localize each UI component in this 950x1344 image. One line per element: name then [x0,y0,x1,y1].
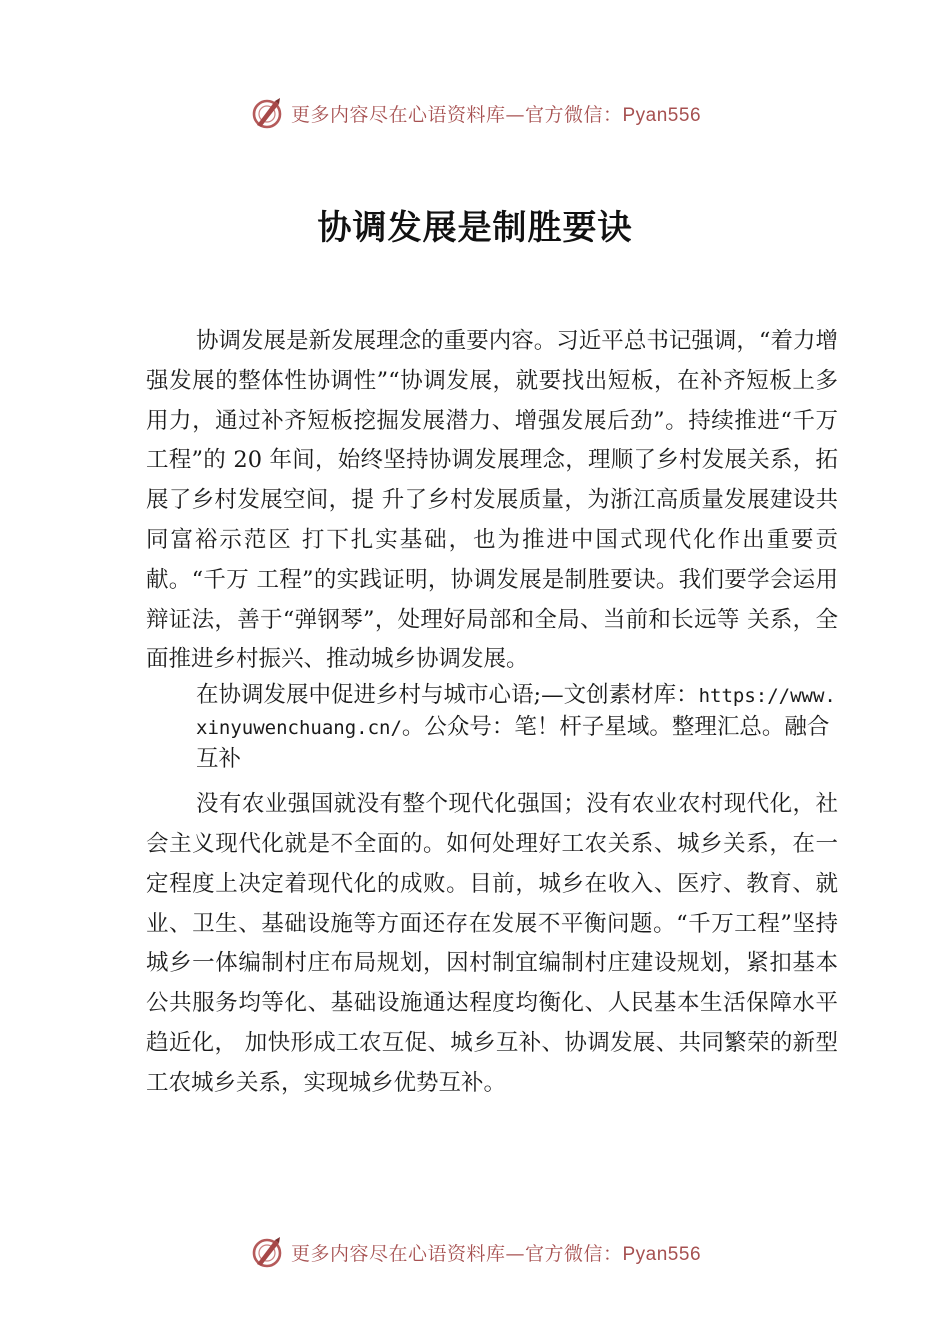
footer-watermark [0,1232,950,1272]
section-heading [146,680,838,775]
watermark-label: 更多内容尽在心语资料库—官方微信： [290,103,623,126]
document-body [146,322,838,1104]
document-title: 协调发展是制胜要诀 [317,208,633,248]
quill-logo-icon [249,1234,285,1270]
section-heading-url: https://www.xinyuwenchuang.cn/ [196,685,836,740]
watermark-text [291,100,701,127]
watermark-text [291,1239,701,1266]
watermark-label: 更多内容尽在心语资料库—官方微信： [290,1242,623,1265]
paragraph-2: 没有农业强国就没有整个现代化强国；没有农业农村现代化，社会主义现代化就是不全面的。如何处理好工农关系、城乡关系，在一定程度上决定着现代化的成败。目前，城乡在收入、医疗、教育、就业、卫生、基础设施等方面还存在发展不平衡问题。“千万工程”坚持城乡一体编制村庄布局规划，因村制宜编制村庄建设规划，紧扣基本公共服务均等化、基础设施通达程度均衡化、人民基本生活保障水平趋近化， 加快形成工农互促、城乡互补、协调发展、共同繁荣的新型工农城乡关系，实现城乡优势互补。 [146,791,838,1096]
header-watermark [0,93,950,133]
quill-logo-icon [249,95,285,131]
paragraph-1: 协调发展是新发展理念的重要内容。习近平总书记强调，“着力增强发展的整体性协调性”“协调发展，就要找出短板，在补齐短板上多用力，通过补齐短板挖掘发展潜力、增强发展后劲”。持续推进“千万工程”的 20 年间，始终坚持协调发展理念，理顺了乡村发展关系，拓展了乡村发展空间，提 升了乡村发展质量，为浙江高质量发展建设共同富裕示范区 打下扎实基础，也为推进中国式现代化作出重要贡献。“千万 工程”的实践证明，协调发展是制胜要诀。我们要学会运用 辩证法，善于“弹钢琴”，处理好局部和全局、当前和长远等 关系，全面推进乡村振兴、推动城乡协调发展。 [146,328,838,673]
section-heading-suffix: 。公众号：笔！杆子星域。整理汇总。融合互补 [196,714,830,773]
section-heading-text: 在协调发展中促进乡村与城市心语;—文创素材库： [196,682,699,709]
wechat-id: Pyan556 [622,104,702,126]
wechat-id: Pyan556 [622,1243,702,1265]
